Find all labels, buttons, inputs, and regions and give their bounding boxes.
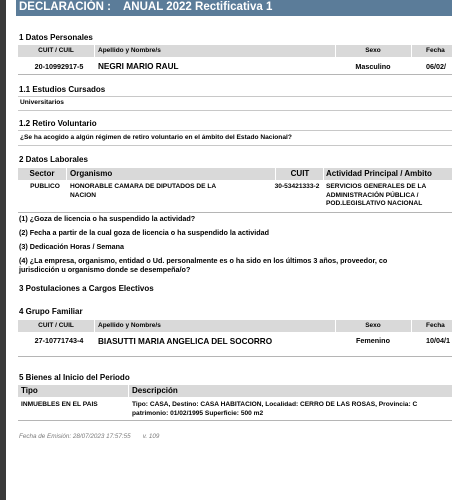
personal-table-header — [18, 45, 452, 57]
declaration-header — [16, 0, 452, 16]
emission-footer — [19, 433, 159, 440]
footnote-proveedor-2: jurisdicción u organismo donde se desempeña/o? — [19, 265, 191, 274]
footnote-fecha-licencia: (2) Fecha a partir de la cual goza de licencia o ha suspendido la actividad — [19, 228, 270, 237]
section-title-bienes: 5 Bienes al Inicio del Periodo — [19, 373, 130, 382]
col-cuit: CUIT / CUIL — [38, 322, 74, 329]
header-label: DECLARACIÓN : — [19, 1, 111, 13]
version: v. 109 — [142, 433, 160, 440]
section-title-laborales: 2 Datos Laborales — [19, 155, 88, 164]
personal-table-row — [18, 60, 452, 75]
divider — [18, 110, 452, 111]
col-sexo: Sexo — [365, 47, 381, 54]
emission-date: Fecha de Emisión: 28/07/2023 17:57:55 — [19, 433, 131, 440]
footnote-proveedor-1: (4) ¿La empresa, organismo, entidad o Ud. personalmente es o ha sido en los últimos 3 años, proveedor, co — [19, 256, 388, 265]
familiar-fecha: 10/04/1 — [426, 336, 450, 345]
personal-nombre: NEGRI MARIO RAUL — [98, 62, 179, 71]
footnote-dedicacion: (3) Dedicación Horas / Semana — [19, 242, 125, 251]
retiro-question: ¿Se ha acogido a algún régimen de retiro voluntario en el ámbito del Estado Nacional? — [20, 134, 292, 141]
col-sexo: Sexo — [365, 322, 381, 329]
col-cuit-empleador: CUIT — [290, 169, 310, 178]
bienes-table-header — [18, 385, 452, 397]
familiar-table-header — [18, 320, 452, 332]
section-title-familiar: 4 Grupo Familiar — [19, 307, 83, 316]
laborales-table-header — [18, 168, 452, 180]
personal-fecha: 06/02/ — [426, 62, 446, 71]
col-cuit: CUIT / CUIL — [38, 47, 74, 54]
familiar-sexo: Femenino — [356, 336, 390, 345]
bien-descripcion: Tipo: CASA, Destino: CASA HABITACION, Localidad: CERRO DE LAS ROSAS, Provincia: C patrimonio: 01/02/1995 Superficie: 500 m2 — [132, 401, 418, 417]
laboral-actividad: SERVICIOS GENERALES DE LA ADMINISTRACIÓN PÚBLICA / POD.LEGISLATIVO NACIONAL — [326, 183, 427, 207]
section-title-datos-personales: 1 Datos Personales — [19, 33, 93, 42]
col-descripcion: Descripción — [132, 386, 178, 395]
col-organismo: Organismo — [70, 169, 113, 178]
col-nombre: Apellido y Nombre/s — [98, 47, 161, 54]
col-fecha: Fecha — [426, 322, 445, 329]
laborales-table-row — [18, 182, 452, 213]
divider — [18, 130, 452, 131]
bien-tipo: INMUEBLES EN EL PAIS — [21, 401, 98, 408]
col-sector: Sector — [29, 169, 55, 178]
footnote-licencia: (1) ¿Goza de licencia o ha suspendido la actividad? — [19, 214, 196, 223]
familiar-cuit: 27-10771743-4 — [34, 336, 84, 345]
estudios-value: Universitarios — [20, 99, 64, 106]
col-tipo: Tipo — [21, 386, 38, 395]
laboral-sector: PUBLICO — [30, 183, 60, 190]
section-title-postulaciones: 3 Postulaciones a Cargos Electivos — [19, 284, 154, 293]
familiar-table-row — [18, 334, 452, 357]
divider — [18, 96, 452, 97]
personal-cuit: 20-10992917-5 — [34, 62, 84, 71]
personal-sexo: Masculino — [355, 62, 391, 71]
laboral-cuit: 30-53421333-2 — [274, 183, 320, 190]
header-declaration-type: ANUAL 2022 Rectificativa 1 — [123, 1, 273, 13]
divider — [18, 145, 452, 146]
col-actividad: Actividad Principal / Ambito — [326, 169, 432, 178]
section-title-estudios: 1.1 Estudios Cursados — [19, 85, 106, 94]
bienes-table-row — [18, 400, 452, 421]
col-nombre: Apellido y Nombre/s — [98, 322, 161, 329]
familiar-nombre: BIASUTTI MARIA ANGELICA DEL SOCORRO — [98, 337, 273, 346]
laboral-organismo: HONORABLE CAMARA DE DIPUTADOS DE LA NACION — [70, 183, 217, 199]
section-title-retiro: 1.2 Retiro Voluntario — [19, 119, 97, 128]
col-fecha: Fecha — [426, 47, 445, 54]
